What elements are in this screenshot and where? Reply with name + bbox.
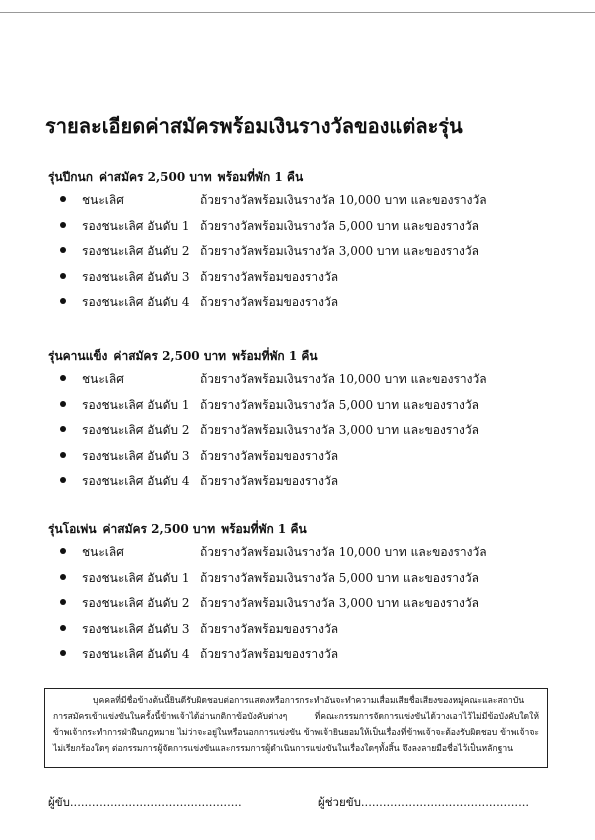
- top-edge-line: [0, 12, 595, 13]
- prize-section: [48, 166, 568, 316]
- category-label: รุ่นปีกนก: [48, 170, 93, 184]
- placement-label: ชนะเลิศ: [82, 545, 124, 559]
- placement-label: ชนะเลิศ: [82, 193, 124, 207]
- fee-label: ค่าสมัคร 2,500 บาท: [99, 170, 212, 184]
- prize-description: ถ้วยรางวัลพร้อมเงินรางวัล 3,000 บาท และของรางวัล: [200, 244, 479, 258]
- bullet-icon: [60, 599, 66, 605]
- category-label: รุ่นโอเพ่น: [48, 522, 97, 536]
- placement-label: รองชนะเลิศ อันดับ 3: [82, 448, 190, 463]
- placement-label: รองชนะเลิศ อันดับ 4: [82, 474, 190, 488]
- bullet-icon: [60, 375, 66, 381]
- placement-label: รองชนะเลิศ อันดับ 1: [82, 397, 190, 412]
- prize-item: [48, 188, 568, 214]
- section-header: [48, 166, 568, 188]
- prize-item: [48, 214, 568, 240]
- prize-description: ถ้วยรางวัลพร้อมเงินรางวัล 5,000 บาท และของรางวัล: [200, 397, 479, 412]
- prize-description: ถ้วยรางวัลพร้อมของรางวัล: [200, 647, 339, 661]
- lodging-label: พร้อมที่พัก 1 คืน: [221, 522, 307, 536]
- prize-item: [48, 617, 568, 643]
- section-header: [48, 518, 568, 540]
- bullet-icon: [60, 222, 66, 228]
- prize-item: [48, 591, 568, 617]
- prize-description: ถ้วยรางวัลพร้อมของรางวัล: [200, 621, 339, 636]
- page-title: รายละเอียดค่าสมัครพร้อมเงินรางวัลของแต่ละรุ่น: [45, 114, 463, 138]
- bullet-icon: [60, 298, 66, 304]
- bullet-icon: [60, 426, 66, 432]
- prize-description: ถ้วยรางวัลพร้อมของรางวัล: [200, 448, 339, 463]
- prize-item: [48, 540, 568, 566]
- prize-description: ถ้วยรางวัลพร้อมของรางวัล: [200, 269, 339, 284]
- prize-description: ถ้วยรางวัลพร้อมเงินรางวัล 10,000 บาท และของรางวัล: [200, 545, 487, 559]
- prize-description: ถ้วยรางวัลพร้อมเงินรางวัล 3,000 บาท และของรางวัล: [200, 423, 479, 437]
- co-rider-signature-line: ผู้ช่วยขับ..............................................: [318, 795, 530, 809]
- fee-label: ค่าสมัคร 2,500 บาท: [102, 522, 216, 536]
- section-header: [48, 345, 568, 367]
- placement-label: ชนะเลิศ: [82, 372, 124, 386]
- bullet-icon: [60, 477, 66, 483]
- bullet-icon: [60, 574, 66, 580]
- bullet-icon: [60, 625, 66, 631]
- prize-description: ถ้วยรางวัลพร้อมเงินรางวัล 5,000 บาท และของรางวัล: [200, 218, 479, 233]
- rider-signature-line: ผู้ขับ...............................................: [48, 795, 242, 809]
- placement-label: รองชนะเลิศ อันดับ 4: [82, 647, 190, 661]
- prize-description: ถ้วยรางวัลพร้อมเงินรางวัล 10,000 บาท และของรางวัล: [200, 193, 487, 207]
- placement-label: รองชนะเลิศ อันดับ 3: [82, 621, 190, 636]
- bullet-icon: [60, 401, 66, 407]
- bullet-icon: [60, 196, 66, 202]
- prize-item: [48, 265, 568, 291]
- prize-item: [48, 469, 568, 495]
- prize-item: [48, 566, 568, 592]
- lodging-label: พร้อมที่พัก 1 คืน: [217, 170, 304, 184]
- bullet-icon: [60, 548, 66, 554]
- bullet-icon: [60, 273, 66, 279]
- prize-description: ถ้วยรางวัลพร้อมเงินรางวัล 5,000 บาท และของรางวัล: [200, 570, 479, 585]
- placement-label: รองชนะเลิศ อันดับ 1: [82, 218, 190, 233]
- prize-item: [48, 239, 568, 265]
- placement-label: รองชนะเลิศ อันดับ 2: [82, 423, 190, 437]
- bullet-icon: [60, 247, 66, 253]
- placement-label: รองชนะเลิศ อันดับ 4: [82, 295, 190, 309]
- prize-item: [48, 290, 568, 316]
- prize-description: ถ้วยรางวัลพร้อมของรางวัล: [200, 474, 339, 488]
- prize-description: ถ้วยรางวัลพร้อมของรางวัล: [200, 295, 339, 309]
- placement-label: รองชนะเลิศ อันดับ 1: [82, 570, 190, 585]
- prize-description: ถ้วยรางวัลพร้อมเงินรางวัล 10,000 บาท และของรางวัล: [200, 372, 487, 386]
- prize-item: [48, 418, 568, 444]
- prize-section: [48, 518, 568, 668]
- category-label: รุ่นคานแข็ง: [48, 349, 108, 363]
- prize-item: [48, 642, 568, 668]
- disclaimer-text: บุคคลที่มีชื่อข้างต้นนี้ยินดีรับผิดชอบต่อการแสดงหรือการกระทำอันจะทำความเสื่อมเสียชื่อเสียงของหมู่คณะและสถาบัน การสมัครเข้าแข่งขันในครั้งนี้ข้าพเจ้าได้อ่านกติกาข้อบังคับต่างๆ ที่คณะกรรมการจัดการแข่งขันได้วางเอาไว้ไม่มีข้อบังคับใดให้ข้าพเจ้ากระทำการฝ่าฝืนกฎหมาย ไม่ว่าจะอยู่ในหรือนอกการแข่งขัน ข้าพเจ้ายินยอมให้เป็นเรื่องที่ข้าพเจ้าจะต้องรับผิดชอบ ข้าพเจ้าจะไม่เรียกร้องใดๆ ต่อกรรมการผู้จัดการแข่งขันและกรรมการผู้ดำเนินการแข่งขันในเรื่องใดๆทั้งสิ้น จึงลงลายมือชื่อไว้เป็นหลักฐาน: [53, 696, 539, 754]
- prize-item: [48, 367, 568, 393]
- prize-description: ถ้วยรางวัลพร้อมเงินรางวัล 3,000 บาท และของรางวัล: [200, 596, 479, 610]
- disclaimer-box: [44, 688, 548, 768]
- bullet-icon: [60, 452, 66, 458]
- placement-label: รองชนะเลิศ อันดับ 2: [82, 244, 190, 258]
- placement-label: รองชนะเลิศ อันดับ 2: [82, 596, 190, 610]
- prize-section: [48, 345, 568, 495]
- placement-label: รองชนะเลิศ อันดับ 3: [82, 269, 190, 284]
- prize-item: [48, 444, 568, 470]
- lodging-label: พร้อมที่พัก 1 คืน: [232, 349, 318, 363]
- fee-label: ค่าสมัคร 2,500 บาท: [113, 349, 227, 363]
- prize-item: [48, 393, 568, 419]
- bullet-icon: [60, 650, 66, 656]
